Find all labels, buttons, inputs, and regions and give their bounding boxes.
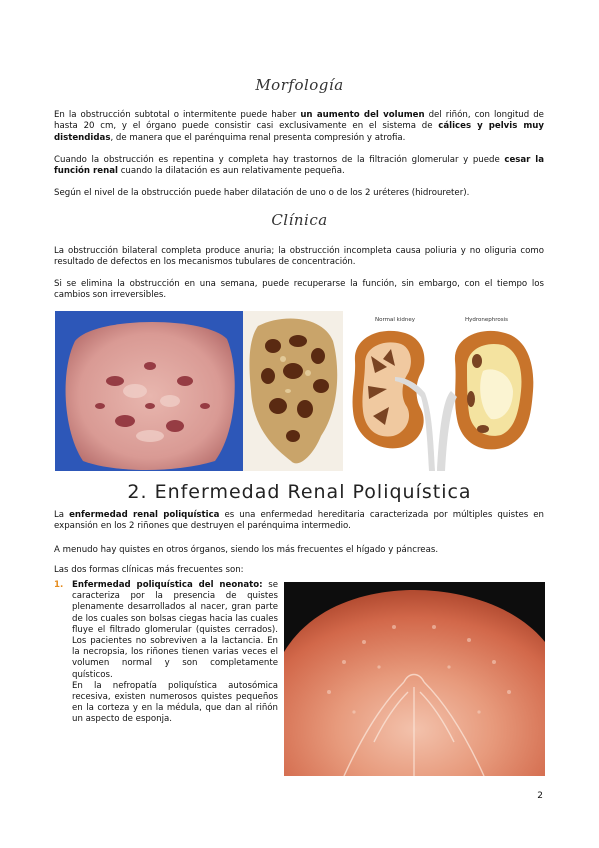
figure-normal-vs-hydronephrosis bbox=[343, 311, 545, 471]
paragraph-clinica-1: La obstrucción bilateral completa produce anuria; la obstrucción incompleta causa poliuria y no oliguria como resultado de defectos en los mecanismos tubulares de concentración. bbox=[54, 246, 544, 268]
list-item-extra: En la nefropatía poliquística autosómica recesiva, existen numerosos quistes pequeños en la corteza y en la médula, que dan al riñón un aspecto de esponja. bbox=[72, 680, 278, 725]
paragraph-poliquistica-3: Las dos formas clínicas más frecuentes son: bbox=[54, 565, 244, 575]
photo-kidney-section-blue bbox=[55, 311, 243, 471]
list-item-body: Enfermedad poliquística del neonato: se caracteriza por la presencia de quistes plenamente desarrollados al nacer, gran parte de los cuales son bolsas ciegas hacia las cuales fluye el filtrado glomerular (quistes cerrados). Los pacientes no sobreviven a la lactancia. En la necropsia, los riñones tienen varias veces el volumen normal y son completamente quísticos. En la nefropatía poliquística autosómica recesiva, existen numerosos quistes pequeños en la corteza y en la médula, que dan al riñón un aspecto de esponja. bbox=[72, 580, 278, 725]
paragraph-morfologia-2: Cuando la obstrucción es repentina y completa hay trastornos de la filtración glomerular y puede cesar la función renal cuando la dilatación es aun relativamente pequeña. bbox=[54, 155, 545, 177]
heading-morfologia: Morfología bbox=[255, 76, 344, 94]
paragraph-poliquistica-1: La enfermedad renal poliquística es una enfermedad hereditaria caracterizada por múltiples quistes en expansión en los 2 riñones que destruyen el parénquima intermedio. bbox=[54, 510, 544, 532]
paragraph-morfologia-1: En la obstrucción subtotal o intermitente puede haber un aumento del volumen del riñón, con longitud de hasta 20 cm, y el órgano puede consistir casi exclusivamente en el sistema de cálices y pelvis muy distendidas, de manera que el parénquima renal presenta compresión y atrofia. bbox=[54, 110, 545, 143]
page-number: 2 bbox=[537, 791, 543, 801]
photo-kidney-cysts bbox=[243, 311, 343, 471]
paragraph-morfologia-3: Según el nivel de la obstrucción puede haber dilatación de uno o de los 2 uréteres (hidroureter). bbox=[54, 188, 470, 198]
heading-clinica: Clínica bbox=[271, 211, 328, 229]
label-hydronephrosis: Hydronephrosis bbox=[465, 317, 508, 323]
paragraph-poliquistica-2: A menudo hay quistes en otros órganos, siendo los más frecuentes el hígado y páncreas. bbox=[54, 545, 439, 555]
label-normal-kidney: Normal kidney bbox=[375, 317, 415, 323]
photo-neonatal-polycystic-kidney bbox=[284, 582, 545, 776]
list-item-1 bbox=[54, 580, 278, 726]
heading-section-2: 2. Enfermedad Renal Poliquística bbox=[127, 481, 472, 503]
list-number: 1. bbox=[54, 580, 64, 590]
paragraph-clinica-2: Si se elimina la obstrucción en una semana, puede recuperarse la función, sin embargo, con el tiempo los cambios son irreversibles. bbox=[54, 279, 544, 301]
